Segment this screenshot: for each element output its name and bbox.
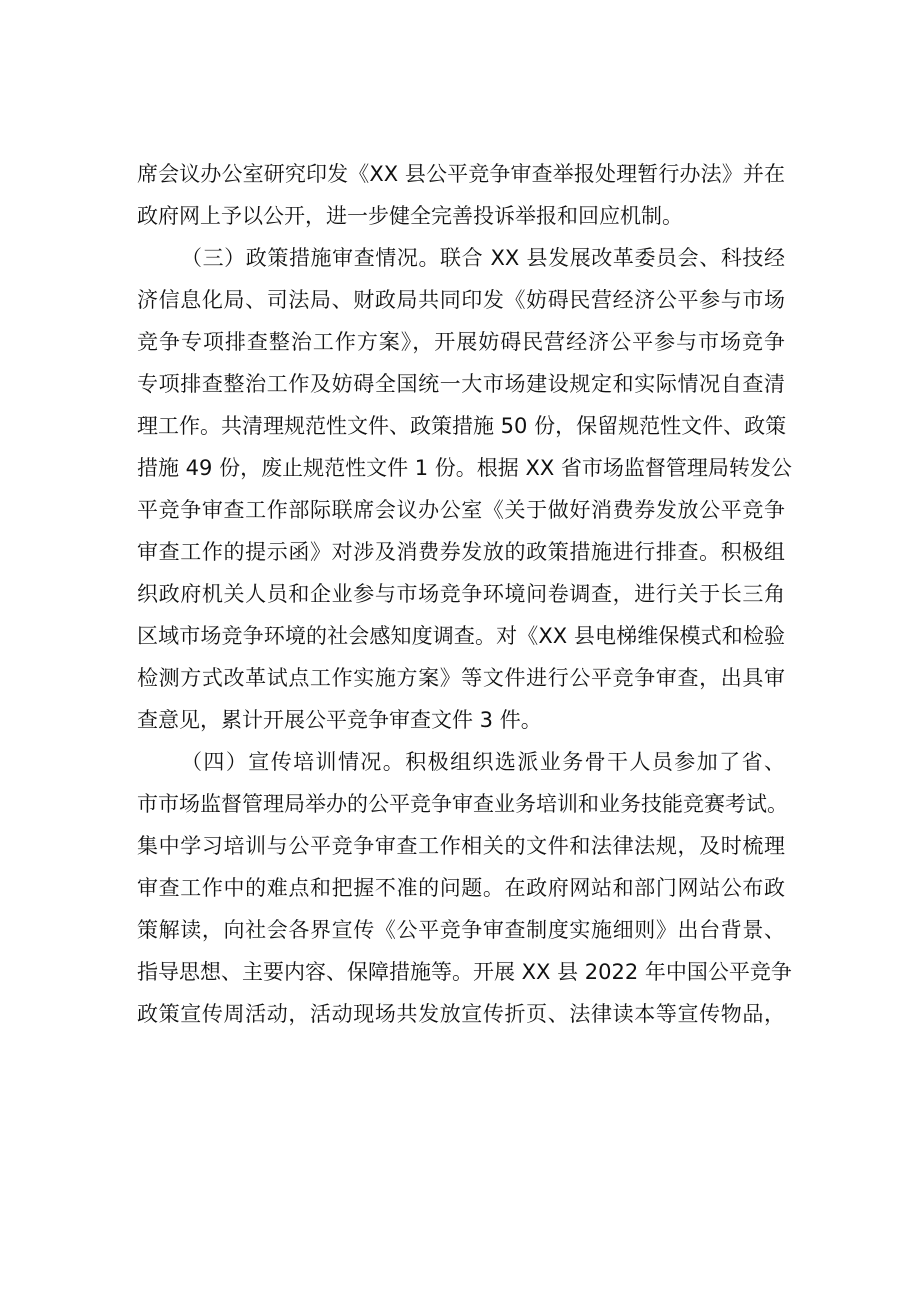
text-line-18: 审查工作中的难点和把握不准的问题。在政府网站和部门网站公布政: [137, 876, 785, 900]
text-line-19: 策解读，向社会各界宣传《公平竞争审查制度实施细则》出台背景、: [137, 918, 785, 942]
text-line-17: 集中学习培训与公平竞争审查工作相关的文件和法律法规，及时梳理: [137, 834, 785, 858]
text-line-6: 专项排查整治工作及妨碍全国统一大市场建设规定和实际情况自查清: [137, 372, 785, 396]
text-line-4: 济信息化局、司法局、财政局共同印发《妨碍民营经济公平参与市场: [137, 288, 785, 312]
paragraph-3-first-line: （三）政策措施审查情况。联合 XX 县发展改革委员会、科技经: [181, 246, 785, 270]
text-line-7: 理工作。共清理规范性文件、政策措施 50 份，保留规范性文件、政策: [137, 414, 787, 438]
paragraph-4-first-line: （四）宣传培训情况。积极组织选派业务骨干人员参加了省、: [181, 750, 785, 774]
text-line-9: 平竞争审查工作部际联席会议办公室《关于做好消费券发放公平竞争: [137, 498, 785, 522]
text-line-2: 政府网上予以公开，进一步健全完善投诉举报和回应机制。: [137, 204, 683, 228]
text-line-21: 政策宣传周活动，活动现场共发放宣传折页、法律读本等宣传物品，: [137, 1002, 785, 1026]
text-line-8: 措施 49 份，废止规范性文件 1 份。根据 XX 省市场监督管理局转发公: [137, 456, 792, 480]
text-line-11: 织政府机关人员和企业参与市场竞争环境问卷调查，进行关于长三角: [137, 582, 785, 606]
text-line-10: 审查工作的提示函》对涉及消费券发放的政策措施进行排查。积极组: [137, 540, 785, 564]
text-line-13: 检测方式改革试点工作实施方案》等文件进行公平竞争审查，出具审: [137, 666, 785, 690]
text-line-20: 指导思想、主要内容、保障措施等。开展 XX 县 2022 年中国公平竞争: [137, 960, 792, 984]
text-line-5: 竞争专项排查整治工作方案》，开展妨碍民营经济公平参与市场竞争: [137, 330, 785, 354]
text-line-1: 席会议办公室研究印发《XX 县公平竞争审查举报处理暂行办法》并在: [137, 162, 785, 186]
text-line-14: 查意见，累计开展公平竞争审查文件 3 件。: [137, 708, 542, 732]
text-line-16: 市市场监督管理局举办的公平竞争审查业务培训和业务技能竞赛考试。: [137, 792, 788, 816]
text-line-12: 区域市场竞争环境的社会感知度调查。对《XX 县电梯维保模式和检验: [137, 624, 785, 648]
